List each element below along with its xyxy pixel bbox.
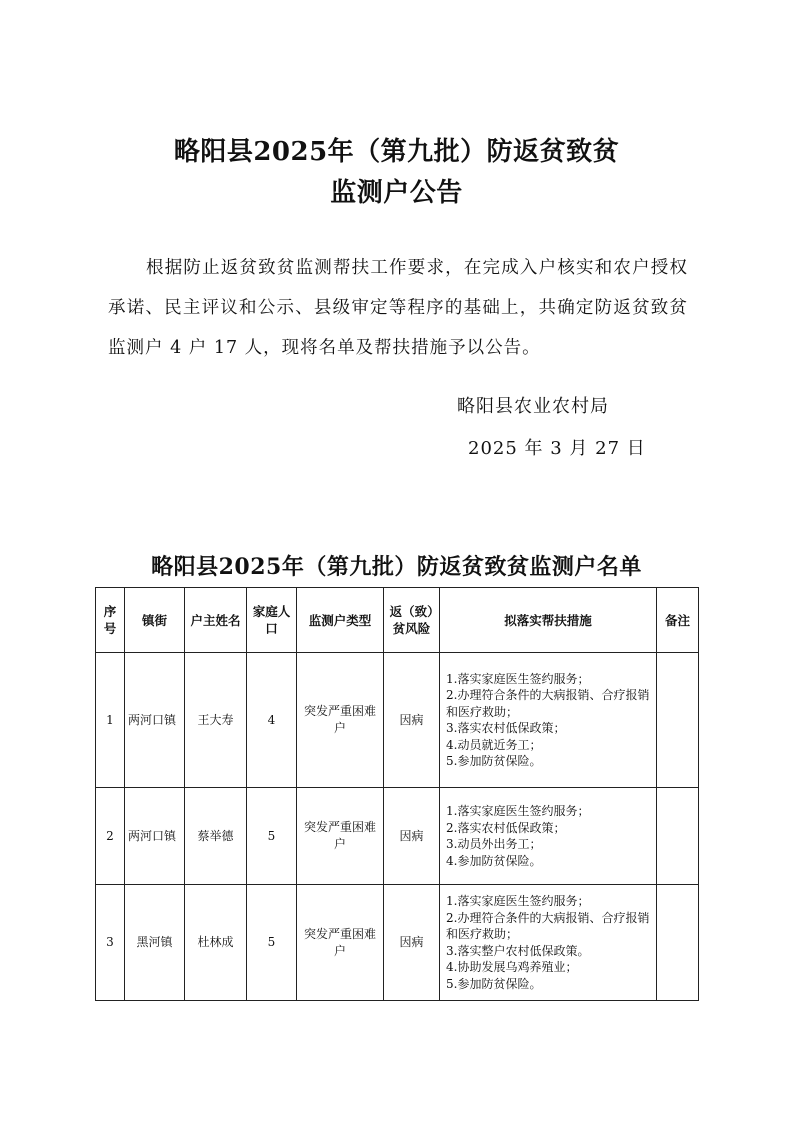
cell-index: 2	[96, 788, 125, 885]
header-index: 序号	[96, 588, 125, 653]
cell-household-size: 4	[247, 653, 297, 788]
cell-risk: 因病	[384, 885, 440, 1001]
cell-head-name: 杜林成	[185, 885, 247, 1001]
cell-measures	[440, 885, 657, 1001]
cell-remarks	[657, 885, 699, 1001]
measure-item: 3.落实农村低保政策；	[446, 721, 566, 735]
measure-item: 3.落实整户农村低保政策。	[446, 943, 590, 958]
table-row	[96, 653, 699, 788]
notice-date: 2025 年 3 月 27 日	[468, 438, 646, 459]
cell-risk: 因病	[384, 653, 440, 788]
measure-item: 5.参加防贫保险。	[446, 754, 542, 768]
table-row	[96, 788, 699, 885]
header-town: 镇街	[125, 588, 185, 653]
cell-household-size: 5	[247, 885, 297, 1001]
measure-item: 5.参加防贫保险。	[446, 976, 542, 991]
measure-item: 2.办理符合条件的大病报销、合疗报销和医疗救助；	[446, 910, 650, 941]
cell-type: 突发严重困难户	[297, 788, 384, 885]
cell-risk: 因病	[384, 788, 440, 885]
header-head-name: 户主姓名	[185, 588, 247, 653]
header-remarks: 备注	[657, 588, 699, 653]
measure-item: 1.落实家庭医生签约服务；	[446, 804, 590, 818]
measure-item: 1.落实家庭医生签约服务；	[446, 894, 590, 908]
cell-town: 黑河镇	[125, 885, 185, 1001]
cell-measures	[440, 653, 657, 788]
measure-item: 1.落实家庭医生签约服务；	[446, 671, 590, 686]
cell-remarks	[657, 653, 699, 788]
cell-type: 突发严重困难户	[297, 653, 384, 788]
table-row	[96, 885, 699, 1001]
cell-index: 1	[96, 653, 125, 788]
cell-index: 3	[96, 885, 125, 1001]
cell-remarks	[657, 788, 699, 885]
measure-item: 2.办理符合条件的大病报销、合疗报销和医疗救助；	[446, 688, 650, 719]
cell-head-name: 蔡举德	[185, 788, 247, 885]
notice-paragraph: 根据防止返贫致贫监测帮扶工作要求，在完成入户核实和农户授权承诺、民主评议和公示、县级审定等程序的基础上，共确定防返贫致贫监测户 4 户 17 人，现将名单及帮扶措施予以公告。	[108, 258, 688, 358]
notice-title-line1: 略阳县2025年（第九批）防返贫致贫	[173, 137, 620, 167]
measure-item: 3.动员外出务工；	[446, 837, 542, 851]
roster-title: 略阳县2025年（第九批）防返贫致贫监测户名单	[151, 554, 642, 580]
notice-signer: 略阳县农业农村局	[457, 396, 609, 417]
measure-item: 4.协助发展乌鸡养殖业；	[446, 960, 578, 974]
cell-measures	[440, 788, 657, 885]
measure-item: 4.动员就近务工；	[446, 737, 542, 752]
measure-item: 4.参加防贫保险。	[446, 853, 542, 868]
cell-town: 两河口镇	[125, 653, 185, 788]
header-measures: 拟落实帮扶措施	[440, 588, 657, 653]
header-household-size: 家庭人口	[247, 588, 297, 653]
cell-head-name: 王大寿	[185, 653, 247, 788]
cell-household-size: 5	[247, 788, 297, 885]
cell-town: 两河口镇	[125, 788, 185, 885]
cell-type: 突发严重困难户	[297, 885, 384, 1001]
header-risk: 返（致）贫风险	[384, 588, 440, 653]
measure-item: 2.落实农村低保政策；	[446, 820, 566, 835]
notice-title-line2: 监测户公告	[330, 178, 463, 208]
header-type: 监测户类型	[297, 588, 384, 653]
table-header-row	[96, 588, 699, 653]
roster-table	[95, 587, 699, 1001]
